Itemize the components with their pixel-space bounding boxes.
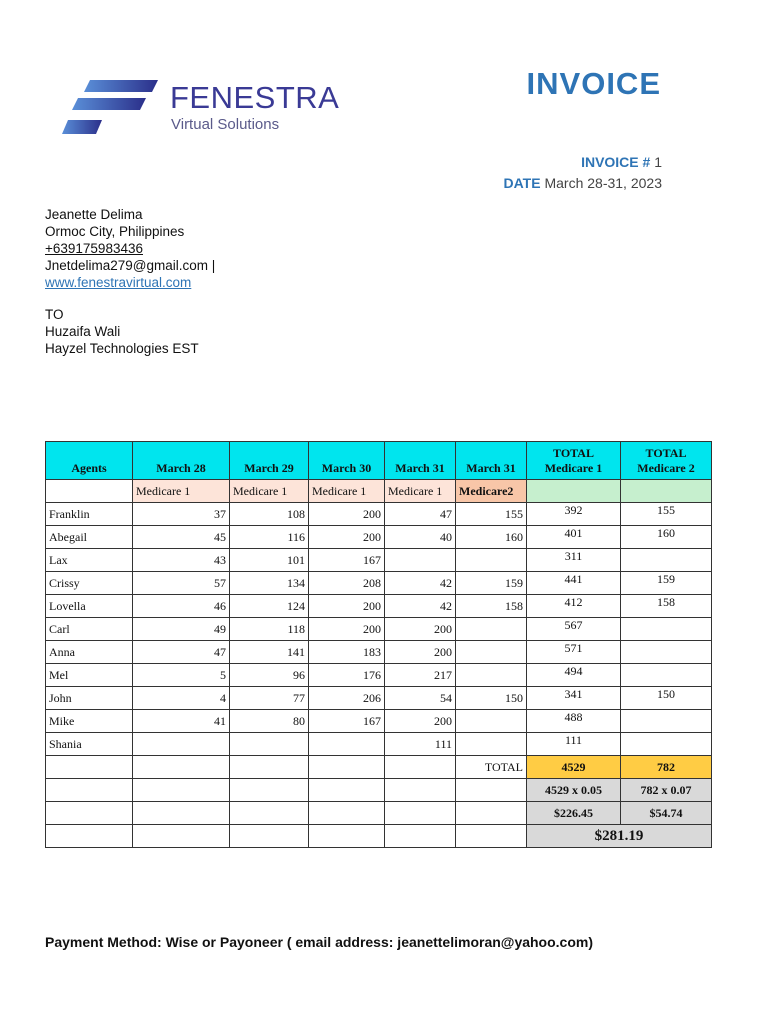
table-header-row xyxy=(46,442,712,480)
recipient-to-label: TO xyxy=(45,307,64,322)
total-cell: 111 xyxy=(527,733,621,756)
empty-cell xyxy=(46,756,133,779)
empty-cell xyxy=(309,756,385,779)
brand-tagline: Virtual Solutions xyxy=(171,116,280,133)
value-cell: 200 xyxy=(385,641,456,664)
empty-cell xyxy=(456,779,527,802)
table-row xyxy=(46,733,712,756)
value-cell xyxy=(230,733,309,756)
table-row xyxy=(46,687,712,710)
header-total-medicare-2: TOTAL Medicare 2 xyxy=(621,442,712,480)
rate-calc-medicare-2: 782 x 0.07 xyxy=(621,779,712,802)
total-cell xyxy=(621,710,712,733)
total-cell: 158 xyxy=(621,595,712,618)
invoice-number-value: 1 xyxy=(654,154,662,170)
value-cell: 124 xyxy=(230,595,309,618)
table-row xyxy=(46,549,712,572)
invoice-date xyxy=(504,175,663,191)
value-cell: 183 xyxy=(309,641,385,664)
value-cell xyxy=(456,549,527,572)
value-cell: 101 xyxy=(230,549,309,572)
table-row xyxy=(46,503,712,526)
agent-name-cell: Lovella xyxy=(46,595,133,618)
value-cell: 41 xyxy=(133,710,230,733)
empty-cell xyxy=(46,779,133,802)
rate-row xyxy=(46,779,712,802)
value-cell xyxy=(456,618,527,641)
total-cell xyxy=(621,618,712,641)
table-subheader-row xyxy=(46,480,712,503)
value-cell: 200 xyxy=(309,618,385,641)
value-cell: 111 xyxy=(385,733,456,756)
table-row xyxy=(46,664,712,687)
sender-email: Jnetdelima279@gmail.com | xyxy=(45,258,216,273)
header-march-29: March 29 xyxy=(230,442,309,480)
value-cell: 108 xyxy=(230,503,309,526)
agent-name-cell: Abegail xyxy=(46,526,133,549)
value-cell xyxy=(385,549,456,572)
value-cell: 116 xyxy=(230,526,309,549)
value-cell: 5 xyxy=(133,664,230,687)
empty-cell xyxy=(385,825,456,848)
empty-cell xyxy=(230,756,309,779)
total-cell: 392 xyxy=(527,503,621,526)
subheader-medicare: Medicare 1 xyxy=(133,480,230,503)
agent-name-cell: Lax xyxy=(46,549,133,572)
total-cell: 155 xyxy=(621,503,712,526)
agent-name-cell: Anna xyxy=(46,641,133,664)
total-cell xyxy=(621,641,712,664)
header-march-31-a: March 31 xyxy=(385,442,456,480)
subheader-medicare: Medicare 1 xyxy=(230,480,309,503)
table-row xyxy=(46,595,712,618)
empty-cell xyxy=(133,779,230,802)
empty-cell xyxy=(230,779,309,802)
empty-cell xyxy=(230,825,309,848)
total-cell: 401 xyxy=(527,526,621,549)
invoice-number xyxy=(581,154,662,170)
table-row xyxy=(46,572,712,595)
total-cell: 488 xyxy=(527,710,621,733)
empty-cell xyxy=(385,802,456,825)
value-cell: 200 xyxy=(385,710,456,733)
header-agents: Agents xyxy=(46,442,133,480)
empty-cell xyxy=(230,802,309,825)
payment-method: Payment Method: Wise or Payoneer ( email address: jeanettelimoran@yahoo.com) xyxy=(45,934,594,950)
value-cell: 46 xyxy=(133,595,230,618)
value-cell xyxy=(456,710,527,733)
value-cell: 45 xyxy=(133,526,230,549)
invoice-date-value: March 28-31, 2023 xyxy=(544,175,662,191)
value-cell: 200 xyxy=(309,526,385,549)
total-cell: 341 xyxy=(527,687,621,710)
agent-name-cell: Franklin xyxy=(46,503,133,526)
subheader-agents xyxy=(46,480,133,503)
value-cell: 208 xyxy=(309,572,385,595)
value-cell xyxy=(456,733,527,756)
empty-cell xyxy=(133,756,230,779)
value-cell: 167 xyxy=(309,549,385,572)
value-cell: 134 xyxy=(230,572,309,595)
invoice-table xyxy=(45,441,712,848)
value-cell: 57 xyxy=(133,572,230,595)
total-cell: 494 xyxy=(527,664,621,687)
value-cell: 167 xyxy=(309,710,385,733)
total-medicare-2: 782 xyxy=(621,756,712,779)
empty-cell xyxy=(46,802,133,825)
value-cell xyxy=(309,733,385,756)
value-cell: 43 xyxy=(133,549,230,572)
value-cell: 141 xyxy=(230,641,309,664)
total-cell: 571 xyxy=(527,641,621,664)
total-cell: 441 xyxy=(527,572,621,595)
recipient-name: Huzaifa Wali xyxy=(45,324,121,339)
rate-calc-medicare-1: 4529 x 0.05 xyxy=(527,779,621,802)
amount-medicare-1: $226.45 xyxy=(527,802,621,825)
value-cell: 37 xyxy=(133,503,230,526)
subheader-medicare: Medicare 1 xyxy=(309,480,385,503)
table-row xyxy=(46,526,712,549)
empty-cell xyxy=(309,802,385,825)
header-total-medicare-1: TOTAL Medicare 1 xyxy=(527,442,621,480)
value-cell: 4 xyxy=(133,687,230,710)
invoice-date-label: DATE xyxy=(503,175,541,191)
empty-cell xyxy=(385,756,456,779)
sender-phone[interactable]: +639175983436 xyxy=(45,241,143,256)
sender-city: Ormoc City, Philippines xyxy=(45,224,185,239)
agent-name-cell: Carl xyxy=(46,618,133,641)
amount-medicare-2: $54.74 xyxy=(621,802,712,825)
empty-cell xyxy=(456,802,527,825)
total-cell: 412 xyxy=(527,595,621,618)
value-cell: 200 xyxy=(309,595,385,618)
total-cell xyxy=(621,664,712,687)
value-cell xyxy=(456,664,527,687)
subheader-total-2 xyxy=(621,480,712,503)
recipient-block xyxy=(45,306,199,357)
agent-name-cell: Mike xyxy=(46,710,133,733)
value-cell: 150 xyxy=(456,687,527,710)
value-cell: 217 xyxy=(385,664,456,687)
agent-name-cell: Crissy xyxy=(46,572,133,595)
total-label: TOTAL xyxy=(456,756,527,779)
value-cell: 200 xyxy=(385,618,456,641)
recipient-company: Hayzel Technologies EST xyxy=(45,341,199,356)
total-cell: 159 xyxy=(621,572,712,595)
grand-total: $281.19 xyxy=(527,825,712,848)
empty-cell xyxy=(46,825,133,848)
value-cell xyxy=(456,641,527,664)
sender-website-link[interactable]: www.fenestravirtual.com xyxy=(45,275,192,290)
empty-cell xyxy=(309,825,385,848)
value-cell: 49 xyxy=(133,618,230,641)
total-cell: 311 xyxy=(527,549,621,572)
table-row xyxy=(46,641,712,664)
header-march-31-b: March 31 xyxy=(456,442,527,480)
grand-total-row xyxy=(46,825,712,848)
value-cell: 155 xyxy=(456,503,527,526)
brand-name: FENESTRA xyxy=(170,80,340,115)
subheader-medicare2: Medicare2 xyxy=(456,480,527,503)
value-cell: 47 xyxy=(385,503,456,526)
total-row xyxy=(46,756,712,779)
total-cell xyxy=(621,549,712,572)
value-cell: 42 xyxy=(385,572,456,595)
total-cell: 160 xyxy=(621,526,712,549)
agent-name-cell: John xyxy=(46,687,133,710)
value-cell xyxy=(133,733,230,756)
agent-name-cell: Mel xyxy=(46,664,133,687)
value-cell: 47 xyxy=(133,641,230,664)
header-march-28: March 28 xyxy=(133,442,230,480)
value-cell: 42 xyxy=(385,595,456,618)
sender-block xyxy=(45,206,215,291)
invoice-title: INVOICE xyxy=(526,66,661,101)
subheader-total-1 xyxy=(527,480,621,503)
value-cell: 159 xyxy=(456,572,527,595)
subheader-medicare: Medicare 1 xyxy=(385,480,456,503)
empty-cell xyxy=(385,779,456,802)
value-cell: 40 xyxy=(385,526,456,549)
value-cell: 158 xyxy=(456,595,527,618)
value-cell: 176 xyxy=(309,664,385,687)
header-march-30: March 30 xyxy=(309,442,385,480)
empty-cell xyxy=(456,825,527,848)
sender-name: Jeanette Delima xyxy=(45,207,143,222)
value-cell: 77 xyxy=(230,687,309,710)
value-cell: 118 xyxy=(230,618,309,641)
total-cell: 150 xyxy=(621,687,712,710)
table-row xyxy=(46,710,712,733)
empty-cell xyxy=(133,825,230,848)
table-row xyxy=(46,618,712,641)
value-cell: 80 xyxy=(230,710,309,733)
amount-row xyxy=(46,802,712,825)
total-cell: 567 xyxy=(527,618,621,641)
invoice-number-label: INVOICE # xyxy=(581,154,651,170)
value-cell: 200 xyxy=(309,503,385,526)
value-cell: 96 xyxy=(230,664,309,687)
agent-name-cell: Shania xyxy=(46,733,133,756)
empty-cell xyxy=(133,802,230,825)
value-cell: 54 xyxy=(385,687,456,710)
value-cell: 206 xyxy=(309,687,385,710)
value-cell: 160 xyxy=(456,526,527,549)
total-medicare-1: 4529 xyxy=(527,756,621,779)
empty-cell xyxy=(309,779,385,802)
total-cell xyxy=(621,733,712,756)
